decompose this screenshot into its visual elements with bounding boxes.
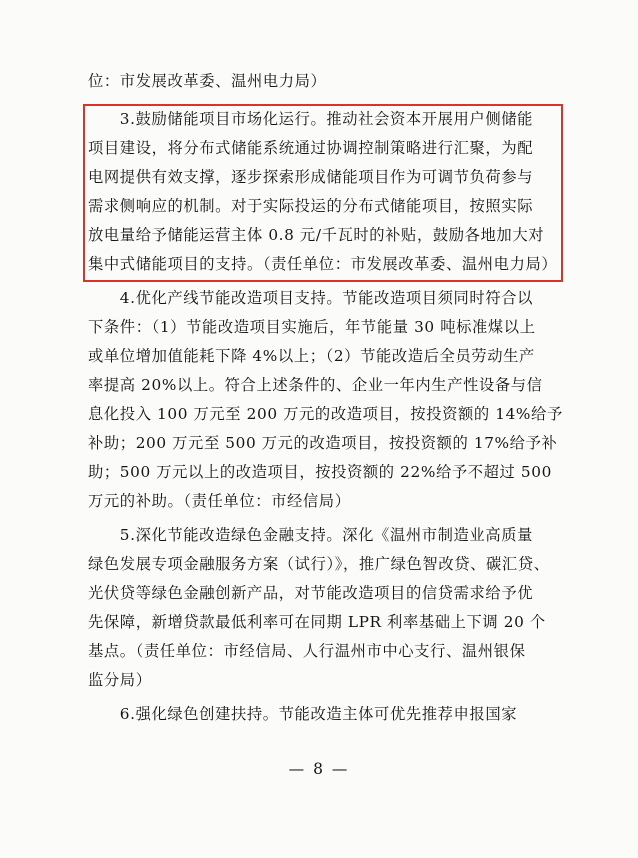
text-line: 万元的补助。（责任单位：市经信局） bbox=[88, 492, 351, 510]
text-line: 光伏贷等绿色金融创新产品，对节能改造项目的信贷需求给予优 bbox=[88, 584, 534, 602]
text-line: 项目建设，将分布式储能系统通过协调控制策略进行汇聚，为配 bbox=[88, 139, 534, 157]
text-line: 监分局） bbox=[88, 671, 152, 689]
page-number: — 8 — bbox=[288, 760, 350, 778]
text-line: 或单位增加值能耗下降 4%以上；（2）节能改造后全员劳动生产 bbox=[88, 347, 535, 365]
text-line: 基点。（责任单位：市经信局、人行温州市中心支行、温州银保 bbox=[88, 642, 526, 660]
text-line: 位：市发展改革委、温州电力局） bbox=[88, 72, 327, 90]
text-line: 电网提供有效支撑，逐步探索形成储能项目作为可调节负荷参与 bbox=[88, 168, 534, 186]
text-line: 率提高 20%以上。符合上述条件的、企业一年内生产性设备与信 bbox=[88, 376, 543, 394]
text-line: 需求侧响应的机制。对于实际投运的分布式储能项目，按照实际 bbox=[88, 197, 534, 215]
text-line: 5.深化节能改造绿色金融支持。深化《温州市制造业高质量 bbox=[88, 526, 534, 544]
text-line: 4.优化产线节能改造项目支持。节能改造项目须同时符合以 bbox=[88, 289, 534, 307]
text-line: 补助；200 万元至 500 万元的改造项目，按投资额的 17%给予补 bbox=[88, 434, 558, 452]
text-line: 息化投入 100 万元至 200 万元的改造项目，按投资额的 14%给予 bbox=[88, 405, 563, 423]
text-line: 助；500 万元以上的改造项目，按投资额的 22%给予不超过 500 bbox=[88, 463, 552, 481]
text-line: 下条件：（1）节能改造项目实施后，年节能量 30 吨标准煤以上 bbox=[88, 318, 536, 336]
text-line: 先保障，新增贷款最低利率可在同期 LPR 利率基础上下调 20 个 bbox=[88, 613, 546, 631]
text-line: 放电量给予储能运营主体 0.8 元/千瓦时的补贴，鼓励各地加大对 bbox=[88, 226, 545, 244]
text-line: 3.鼓励储能项目市场化运行。推动社会资本开展用户侧储能 bbox=[88, 110, 534, 128]
text-line: 绿色发展专项金融服务方案（试行）》，推广绿色智改贷、碳汇贷、 bbox=[88, 555, 550, 573]
text-line: 集中式储能项目的支持。（责任单位：市发展改革委、温州电力局） bbox=[88, 255, 558, 273]
text-line: 6.强化绿色创建扶持。节能改造主体可优先推荐申报国家 bbox=[88, 705, 518, 723]
